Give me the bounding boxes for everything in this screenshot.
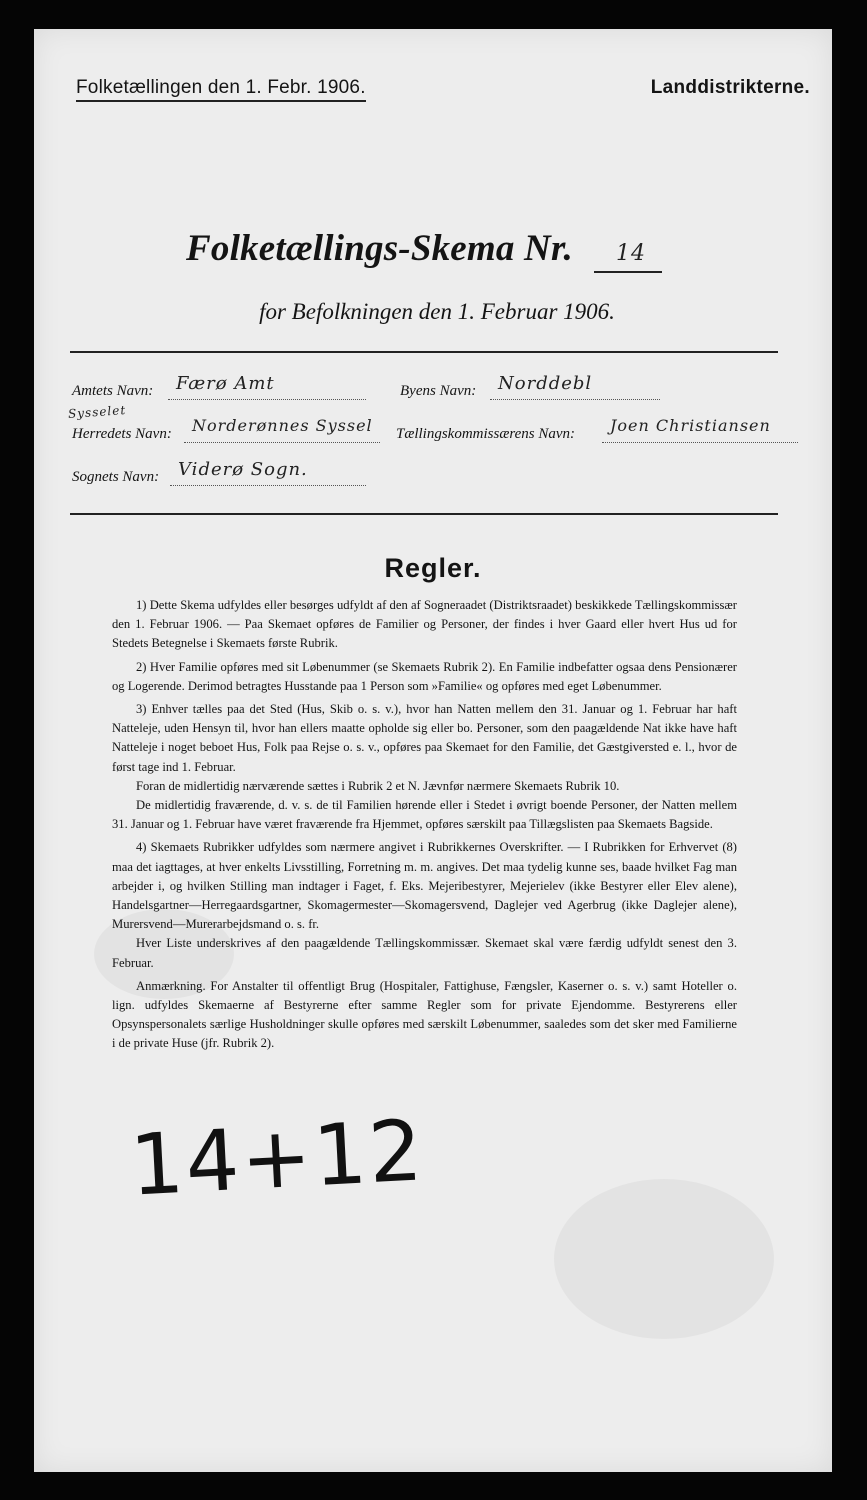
kommissaer-label: Tællingskommissærens Navn: [396,426,576,442]
rules-title: Regler. [384,553,482,583]
handwritten-note: 14+12 [127,1101,427,1215]
top-divider [70,351,778,353]
rules-body [112,596,737,1058]
rule-paragraph: Foran de midlertidig nærværende sættes i Rubrik 2 et N. Jævnfør nærmere Skemaets Rubrik 10. [136,778,620,793]
remark-paragraph: Anmærkning. For Anstalter til offentligt Brug (Hospitaler, Fattighuse, Fængsler, Kaserner o. s. v.) samt Hoteller o. lign. udfyldes Skemaerne af Bestyrerne efter samme Regler som for private Ejendomme. Bestyrerens eller Opsynspersonalets særlige Husholdninger skulle opføres med særskilt Løbenummer, saaledes som det sker med Familierne i de private Huse (jfr. Rubrik 2). [112,978,737,1051]
by-field [490,375,660,400]
amt-label: Amtets Navn: [72,383,154,399]
sogn-value: Viderø Sogn. [178,459,308,480]
herred-overwrite-handwritten: Sysselet [67,402,127,422]
form-number-handwritten: 14 [616,241,646,266]
district-type-header: Landdistrikterne. [650,77,810,98]
rule-paragraph: Hver Liste underskrives af den paagældende Tællingskommissær. Skemaet skal være færdig udfyldt senest den 3. Februar. [112,936,737,970]
herred-label: Herredets Navn: [72,426,172,442]
sogn-label: Sognets Navn: [72,469,160,485]
herred-field [184,418,380,443]
herred-value: Norderønnes Syssel [192,416,373,435]
amt-field [168,375,366,400]
form-subtitle: for Befolkningen den 1. Februar 1906. [259,299,615,324]
form-title: Folketællings-Skema Nr. [186,228,573,269]
sogn-field [170,461,366,486]
rule-paragraph: 4) Skemaets Rubrikker udfyldes som nærmere angivet i Rubrikkernes Overskrifter. — I Rubrikken for Erhvervet (8) maa det iagttages, at hver enkelts Livsstilling, Forretning m. m. angives. Det maa tydelig kunne ses, baade hvilket Fag man arbejder i, og hvilken Stilling man indtager i Faget, f. Eks. Mejeribestyrer, Mejerielev (ikke Bestyrer eller Elev alene), Handelsgartner—Herregaardsgartner, Skomagermester—Skomagersvend, Daglejer ved Agerbrug (ikke Daglejer alene), Murersvend—Murerarbejdsmand o. s. fr. [112,840,737,932]
rule-paragraph: 1) Dette Skema udfyldes eller besørges udfyldt af den af Sogneraadet (Distriktsraadet) beskikkede Tællingskommissær den 1. Februar 1906. — Paa Skemaet opføres de Familier og Personer, der findes i hver Gaard eller hvert Hus ud for Stedets Betegnelse i Skemaets første Rubrik. [112,598,737,651]
fields-divider [70,513,778,515]
form-number-field [594,241,662,273]
rule-paragraph: 2) Hver Familie opføres med sit Løbenummer (se Skemaets Rubrik 2). En Familie indbefatter ogsaa dens Pensionærer og Logerende. Derimod betragtes Husstande paa 1 Person som »Familie« og opføres med eget Løbenummer. [112,659,737,693]
census-form-sheet [34,29,832,1472]
by-value: Norddebl [498,373,593,394]
rule-paragraph: De midlertidig fraværende, d. v. s. de til Familien hørende eller i Stedet i øvrigt boende Personer, der Natten mellem 31. Januar og 1. Februar have været fraværende fra Hjemmet, opføres særskilt paa Tillægslisten paa Skemaets Bagside. [112,798,737,832]
rule-paragraph: 3) Enhver tælles paa det Sted (Hus, Skib o. s. v.), hvor han Natten mellem den 31. Januar og 1. Februar har haft Natteleje, uden Hensyn til, hvor han ellers maatte opholde sig eller bo. Personer, som den paagældende Nat ikke have haft Natteleje i noget beboet Hus, Folk paa Rejse o. s. v., opføres paa Skemaet for den Familie, det Gæstgiversted e. l., hvor de først tage ind 1. Februar. [112,702,737,774]
kommissaer-value: Joen Christiansen [610,416,771,435]
amt-value: Færø Amt [176,373,275,394]
kommissaer-field [602,418,798,443]
by-label: Byens Navn: [400,383,477,399]
census-date-header: Folketællingen den 1. Febr. 1906. [76,77,366,102]
